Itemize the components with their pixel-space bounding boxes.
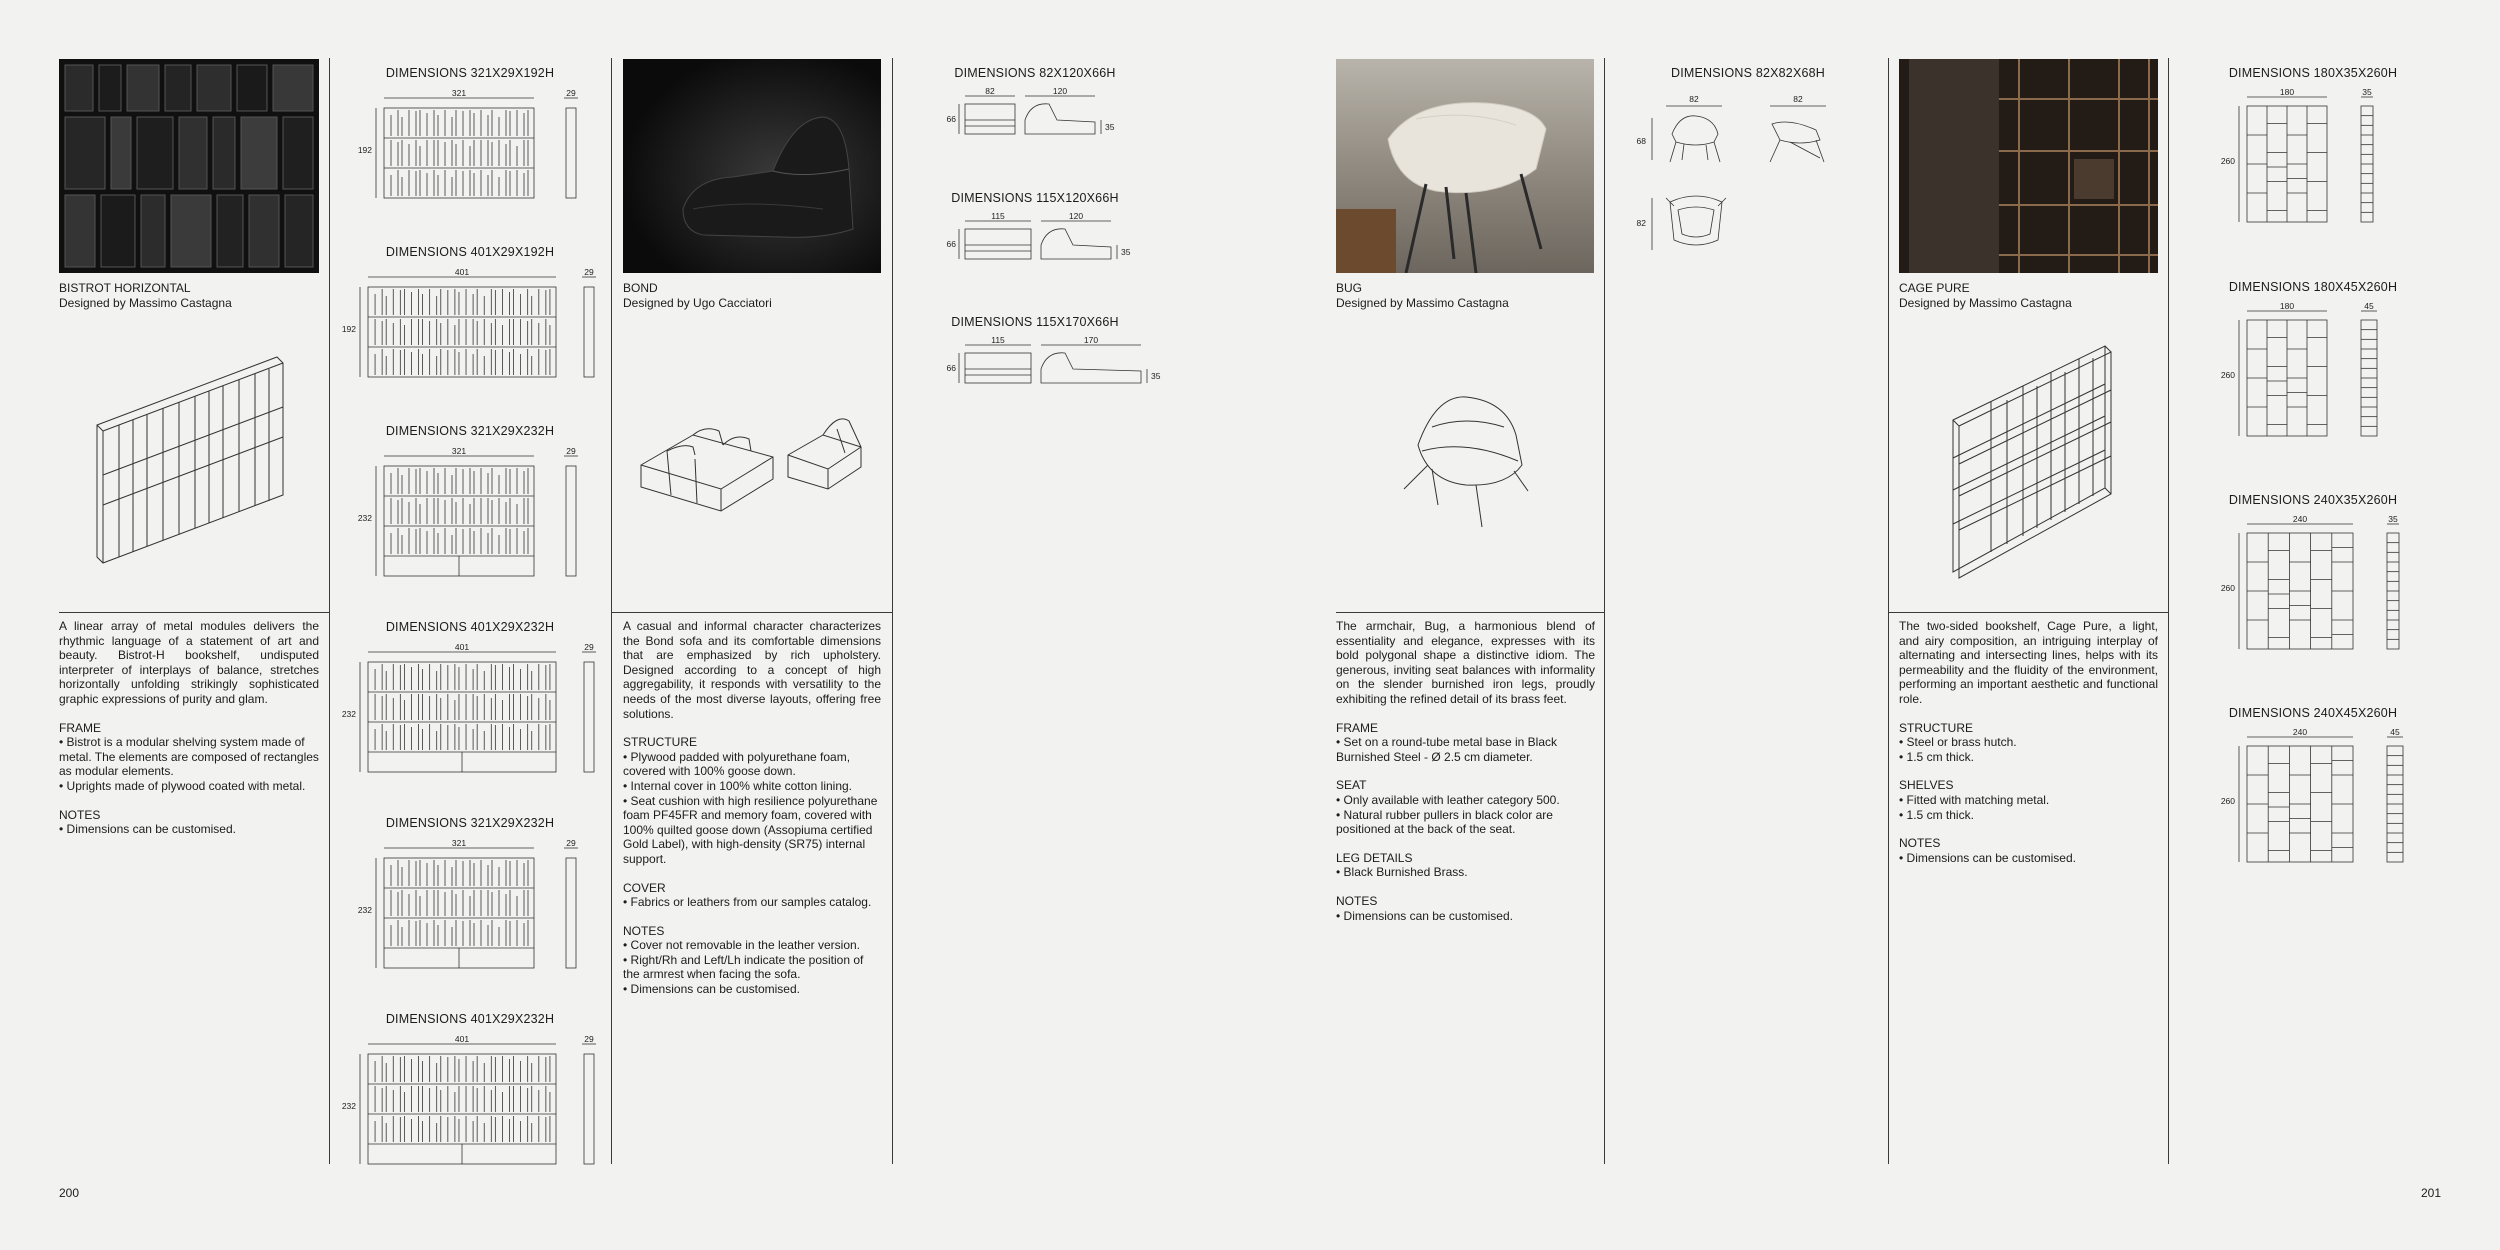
spec-item: • Right/Rh and Left/Lh indicate the position of the armrest when facing the sofa.: [623, 953, 881, 982]
dimension-label: 115: [991, 211, 1005, 221]
section-heading: NOTES: [59, 807, 101, 822]
dimension-label: 120: [1068, 211, 1084, 221]
sofa-elevation: [945, 335, 1225, 409]
dimension-label: 35: [1105, 122, 1115, 132]
spec-item: • Set on a round-tube metal base in Black Burnished Steel - Ø 2.5 cm diameter.: [1336, 735, 1595, 764]
spec-item: • Dimensions can be customised.: [1336, 909, 1595, 924]
dimension-title: DIMENSIONS 321X29X192H: [385, 66, 555, 80]
sofa-elevation: [945, 211, 1225, 285]
spec-item: • Black Burnished Brass.: [1336, 865, 1595, 880]
dimension-label: 29: [584, 267, 594, 277]
dimension-label: 232: [357, 513, 372, 523]
column-divider: [892, 58, 893, 1164]
dimension-title: DIMENSIONS 240X35X260H: [2228, 493, 2398, 507]
dimension-label: 82: [1689, 94, 1699, 104]
product-description: A linear array of metal modules delivers the rhythmic language of a statement of art and beauty. Bistrot-H bookshelf, undisputed interpreter of interplays of balance, stretches horizontally unfolding strikingly sophisticated graphic expressions of purity and glam.: [59, 619, 319, 706]
shelf-elevation: [336, 1036, 616, 1186]
dimension-label: 45: [2390, 727, 2400, 737]
dimension-label: 240: [2292, 727, 2308, 737]
section-heading: NOTES: [1336, 893, 1378, 908]
dimension-label: 66: [946, 114, 956, 124]
dimension-label: 29: [566, 88, 576, 98]
dimension-label: 35: [1151, 371, 1161, 381]
section-rule: [612, 612, 892, 613]
dimension-title: DIMENSIONS 180X45X260H: [2228, 280, 2398, 294]
section-rule: [1336, 612, 1604, 613]
shelf-elevation: [336, 840, 616, 990]
dimension-title: DIMENSIONS 180X35X260H: [2228, 66, 2398, 80]
shelf-elevation: [336, 644, 616, 794]
spec-item: • Bistrot is a modular shelving system made of metal. The elements are composed of rectangles as modular elements.: [59, 735, 319, 779]
section-heading: STRUCTURE: [1899, 720, 1973, 735]
dimension-label: 321: [451, 446, 467, 456]
section-heading: FRAME: [59, 720, 101, 735]
dimension-label: 35: [2362, 87, 2372, 97]
dimension-title: DIMENSIONS 115X120X66H: [951, 191, 1119, 205]
spec-item: • Fitted with matching metal.: [1899, 793, 2158, 808]
column-divider: [611, 58, 612, 1164]
product-designer: Designed by Massimo Castagna: [59, 296, 232, 310]
dimension-label: 35: [2388, 514, 2398, 524]
dimension-label: 29: [566, 838, 576, 848]
shelf-elevation: [2215, 514, 2475, 677]
section-heading: SEAT: [1336, 778, 1367, 793]
section-rule: [59, 612, 329, 613]
dimension-label: 260: [2220, 370, 2235, 380]
dimension-label: 29: [584, 642, 594, 652]
product-designer: Designed by Massimo Castagna: [1899, 296, 2072, 310]
dimension-title: DIMENSIONS 401X29X192H: [385, 245, 555, 259]
shelf-elevation: [336, 448, 616, 598]
dimension-title: DIMENSIONS 82X120X66H: [954, 66, 1116, 80]
dimension-label: 35: [1121, 247, 1131, 257]
dimension-label: 260: [2220, 796, 2235, 806]
dimension-label: 232: [341, 1101, 356, 1111]
spec-item: • Fabrics or leathers from our samples catalog.: [623, 895, 881, 910]
dimension-title: DIMENSIONS 82X82X68H: [1670, 66, 1826, 80]
dimension-label: 45: [2364, 301, 2374, 311]
column-divider: [1604, 58, 1605, 1164]
dimension-label: 115: [991, 335, 1005, 345]
sofa-elevation: [945, 86, 1225, 160]
dimension-label: 260: [2220, 156, 2235, 166]
section-heading: STRUCTURE: [623, 735, 697, 750]
spec-item: • Plywood padded with polyurethane foam, covered with 100% goose down.: [623, 750, 881, 779]
dimension-label: 232: [341, 709, 356, 719]
section-heading: NOTES: [1899, 836, 1941, 851]
section-heading: NOTES: [623, 923, 665, 938]
spec-item: • 1.5 cm thick.: [1899, 808, 2158, 823]
product-description: A casual and informal character characterizes the Bond sofa and its comfortable dimensions that are emphasized by rich upholstery. Designed according to a concept of high aggregability, it responds with versatility to the needs of the most diverse layouts, offering free solutions.: [623, 619, 881, 721]
dimension-label: 180: [2279, 87, 2295, 97]
spec-item: • Dimensions can be customised.: [623, 982, 881, 997]
bug-photo: [1336, 59, 1594, 273]
section-heading: SHELVES: [1899, 778, 1954, 793]
shelf-elevation: [336, 90, 616, 220]
dimension-label: 401: [454, 642, 470, 652]
dimension-label: 192: [357, 145, 372, 155]
spec-item: • Dimensions can be customised.: [1899, 851, 2158, 866]
dimension-label: 29: [566, 446, 576, 456]
dimension-label: 401: [454, 1034, 470, 1044]
dimension-label: 321: [451, 88, 467, 98]
product-name: BOND: [623, 281, 658, 295]
dimension-title: DIMENSIONS 240X45X260H: [2228, 706, 2398, 720]
section-heading: COVER: [623, 880, 666, 895]
product-description: The armchair, Bug, a harmonious blend of essentiality and elegance, expresses with its bold polygonal shape a distinctive idiom. The generous, inviting seat balances with informality on the slender burnished iron legs, proudly exhibiting the refined detail of its brass feet.: [1336, 619, 1595, 706]
spec-item: • Internal cover in 100% white cotton lining.: [623, 779, 881, 794]
section-heading: FRAME: [1336, 720, 1378, 735]
column-divider: [329, 58, 330, 1164]
shelf-elevation: [2215, 727, 2475, 890]
spec-item: • 1.5 cm thick.: [1899, 750, 2158, 765]
dimension-label: 120: [1052, 86, 1068, 96]
cage-photo: [1899, 59, 2158, 273]
shelf-elevation: [2215, 301, 2475, 464]
dimension-title: DIMENSIONS 321X29X232H: [385, 424, 555, 438]
bistrot-photo: [59, 59, 319, 273]
dimension-title: DIMENSIONS 401X29X232H: [385, 1012, 555, 1026]
dimension-label: 260: [2220, 583, 2235, 593]
bistrot-sketch: [59, 345, 319, 585]
product-name: CAGE PURE: [1899, 281, 1970, 295]
dimension-label: 29: [584, 1034, 594, 1044]
dimension-label: 66: [946, 363, 956, 373]
spec-item: • Cover not removable in the leather version.: [623, 938, 881, 953]
bug-sketch: [1336, 385, 1596, 535]
spec-item: • Steel or brass hutch.: [1899, 735, 2158, 750]
dimension-label: 180: [2279, 301, 2295, 311]
bond-photo: [623, 59, 881, 273]
page-number-left: 200: [59, 1186, 80, 1200]
dimension-label: 170: [1083, 335, 1099, 345]
cage-sketch: [1899, 340, 2159, 580]
shelf-elevation: [2215, 87, 2475, 250]
section-rule: [1889, 612, 2168, 613]
dimension-label: 240: [2292, 514, 2308, 524]
bond-sketch: [623, 395, 883, 535]
spec-item: • Uprights made of plywood coated with metal.: [59, 779, 319, 794]
bug-dimension-drawing: [1636, 90, 1900, 270]
dimension-label: 321: [451, 838, 467, 848]
product-designer: Designed by Massimo Castagna: [1336, 296, 1509, 310]
dimension-label: 232: [357, 905, 372, 915]
product-description: The two-sided bookshelf, Cage Pure, a light, and airy composition, an intriguing interplay of alternating and intersecting lines, helps with its permeability and the fluidity of the environment, performing an important aesthetic and functional role.: [1899, 619, 2158, 706]
product-name: BISTROT HORIZONTAL: [59, 281, 191, 295]
shelf-elevation: [336, 269, 616, 399]
spec-item: • Seat cushion with high resilience polyurethane foam PF45FR and memory foam, covered with 100% quilted goose down (Assopiuma certified Gold Label), with high-density (SR75) internal support.: [623, 794, 881, 867]
product-name: BUG: [1336, 281, 1363, 295]
dimension-label: 66: [946, 239, 956, 249]
section-heading: LEG DETAILS: [1336, 850, 1413, 865]
dimension-title: DIMENSIONS 115X170X66H: [951, 315, 1119, 329]
column-divider: [2168, 58, 2169, 1164]
product-designer: Designed by Ugo Cacciatori: [623, 296, 772, 310]
dimension-label: 192: [341, 324, 356, 334]
dimension-title: DIMENSIONS 321X29X232H: [385, 816, 555, 830]
spec-item: • Natural rubber pullers in black color are positioned at the back of the seat.: [1336, 808, 1595, 837]
dimension-label: 82: [1636, 218, 1646, 228]
dimension-label: 82: [985, 86, 995, 96]
spec-item: • Only available with leather category 500.: [1336, 793, 1595, 808]
dimension-label: 401: [454, 267, 470, 277]
dimension-label: 82: [1793, 94, 1803, 104]
dimension-label: 68: [1636, 136, 1646, 146]
dimension-title: DIMENSIONS 401X29X232H: [385, 620, 555, 634]
page-number-right: 201: [2420, 1186, 2441, 1200]
spec-item: • Dimensions can be customised.: [59, 822, 319, 837]
